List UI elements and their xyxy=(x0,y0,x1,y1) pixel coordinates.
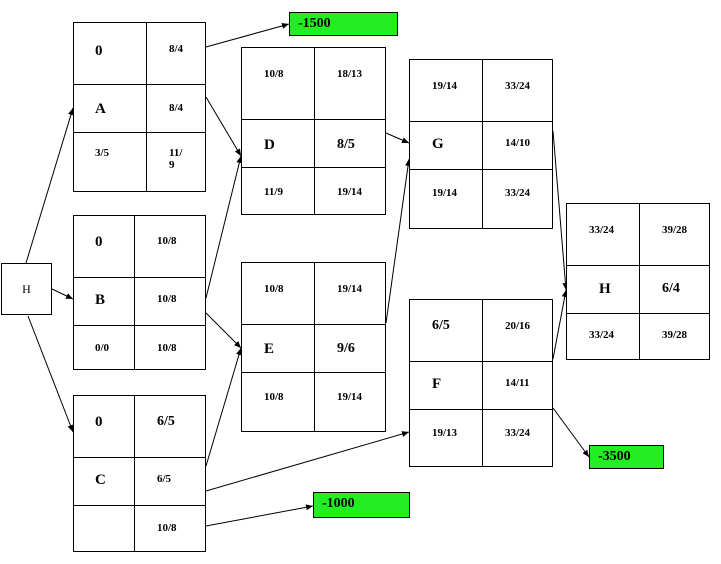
arrow-d-to-g xyxy=(386,133,409,143)
node-b-bottom-left: 0/0 xyxy=(95,342,110,354)
node-g-top-left: 19/14 xyxy=(432,80,458,92)
node-a xyxy=(73,22,206,192)
node-g-bottom-left: 19/14 xyxy=(432,187,458,199)
node-g xyxy=(409,59,553,229)
node-a-name: A xyxy=(95,101,106,117)
node-f-bottom-right: 33/24 xyxy=(505,427,531,439)
node-c-top-right: 6/5 xyxy=(157,414,175,429)
node-e-bottom-right: 19/14 xyxy=(337,391,363,403)
node-e-bottom-left: 10/8 xyxy=(264,391,284,403)
node-g-mid-right: 14/10 xyxy=(505,137,531,149)
node-h-name: H xyxy=(599,281,611,297)
node-f-name: F xyxy=(432,376,442,392)
node-b-name: B xyxy=(95,292,106,308)
node-h-top-left: 33/24 xyxy=(589,224,615,236)
node-d-bottom-right: 19/14 xyxy=(337,186,363,198)
node-f-top-right: 20/16 xyxy=(505,320,531,332)
node-f-bottom-left: 19/13 xyxy=(432,427,458,439)
node-a-bottom-left: 3/5 xyxy=(95,147,110,159)
node-d-name: D xyxy=(264,137,275,153)
node-e xyxy=(241,262,386,432)
node-a-mid-right: 8/4 xyxy=(169,102,184,114)
node-b-top-right: 10/8 xyxy=(157,235,177,247)
node-h xyxy=(566,203,710,360)
arrow-f-to-cost-f xyxy=(553,408,589,457)
arrow-c-to-e xyxy=(206,348,241,466)
node-g-top-right: 33/24 xyxy=(505,80,531,92)
node-d-top-right: 18/13 xyxy=(337,68,363,80)
node-a-bottom-right: 11/ 9 xyxy=(169,147,183,171)
arrow-e-to-g xyxy=(386,159,409,323)
start-node-h xyxy=(1,263,52,315)
node-d xyxy=(241,47,386,215)
node-f-mid-right: 14/11 xyxy=(505,377,530,389)
arrow-f-to-h xyxy=(553,290,566,359)
node-e-top-left: 10/8 xyxy=(264,283,284,295)
arrow-c-to-cost-c xyxy=(206,506,313,526)
node-d-mid-right: 8/5 xyxy=(337,137,355,152)
node-f-top-left: 6/5 xyxy=(432,318,450,333)
node-a-top-right: 8/4 xyxy=(169,43,184,55)
cost-box-a: -1500 xyxy=(289,12,398,36)
node-h-mid-right: 6/4 xyxy=(662,281,680,296)
arrow-g-to-h xyxy=(553,131,566,290)
node-h-top-right: 39/28 xyxy=(662,224,688,236)
node-d-bottom-left: 11/9 xyxy=(264,186,283,198)
node-c-mid-right: 6/5 xyxy=(157,473,172,485)
node-f xyxy=(409,299,553,467)
node-b-bottom-right: 10/8 xyxy=(157,342,177,354)
arrow-c-to-f xyxy=(206,432,409,491)
cost-box-c: -1000 xyxy=(313,492,410,518)
arrow-b-to-d xyxy=(206,156,241,298)
node-e-name: E xyxy=(264,341,275,357)
arrow-a-to-cost-a xyxy=(206,24,289,47)
node-h-bottom-left: 33/24 xyxy=(589,329,615,341)
start-node-label: H xyxy=(22,281,31,296)
node-c-bottom-right: 10/8 xyxy=(157,522,177,534)
node-g-bottom-right: 33/24 xyxy=(505,187,531,199)
arrow-a-to-d xyxy=(206,97,241,156)
node-h-bottom-right: 39/28 xyxy=(662,329,688,341)
node-e-mid-right: 9/6 xyxy=(337,341,355,356)
arrow-start-to-a xyxy=(26,108,73,263)
node-c-top-left: 0 xyxy=(95,414,103,430)
node-c-name: C xyxy=(95,472,106,488)
node-b xyxy=(73,215,206,370)
arrow-b-to-e xyxy=(206,313,241,348)
node-b-mid-right: 10/8 xyxy=(157,293,177,305)
node-g-name: G xyxy=(432,136,444,152)
node-d-top-left: 10/8 xyxy=(264,68,284,80)
node-b-top-left: 0 xyxy=(95,234,103,250)
arrow-start-to-c xyxy=(28,316,73,432)
arrow-start-to-b xyxy=(52,289,73,299)
node-e-top-right: 19/14 xyxy=(337,283,363,295)
node-c xyxy=(73,395,206,552)
cost-box-f: -3500 xyxy=(589,445,664,469)
node-a-top-left: 0 xyxy=(95,43,103,59)
